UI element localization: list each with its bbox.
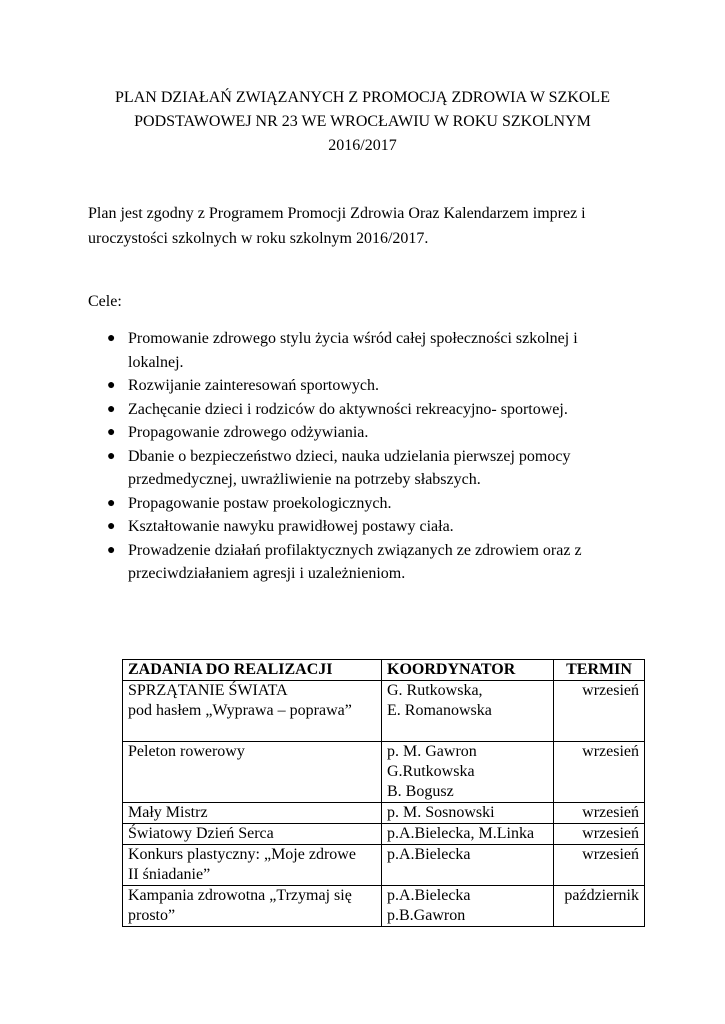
goal-line: Zachęcanie dzieci i rodziców do aktywności rekreacyjno- sportowej. (128, 400, 568, 418)
coordinator-cell (382, 803, 554, 824)
goal-item (103, 492, 643, 516)
task-cell (123, 803, 382, 824)
goal-item (103, 539, 643, 586)
title-line: PLAN DZIAŁAŃ ZWIĄZANYCH Z PROMOCJĄ ZDROWIA W SZKOLE (115, 89, 610, 106)
task-line: Mały Mistrz (128, 804, 208, 821)
table-row (123, 742, 645, 803)
goal-line: lokalnej. (128, 353, 184, 371)
task-line: Peleton rowerowy (128, 743, 245, 760)
task-line: pod hasłem „Wyprawa – poprawa” (128, 702, 352, 719)
task-cell (123, 845, 382, 886)
coordinator-cell (382, 742, 554, 803)
title-line: PODSTAWOWEJ NR 23 WE WROCŁAWIU W ROKU SZKOLNYM (134, 113, 591, 130)
bullet-icon: ● (107, 425, 116, 440)
bullet-icon: ● (107, 378, 116, 393)
goal-item (103, 398, 643, 422)
coordinator-cell (382, 824, 554, 845)
coordinator-cell (382, 845, 554, 886)
task-line: prosto” (128, 907, 176, 924)
goal-line: przeciwdziałaniem agresji i uzależnieniom. (128, 565, 406, 582)
bullet-icon: ● (107, 495, 116, 511)
intro-paragraph (88, 201, 658, 251)
coordinator-line: G. Rutkowska, (387, 682, 483, 699)
term-cell: wrzesień (554, 845, 645, 886)
coordinator-cell (382, 681, 554, 742)
bullet-icon: ● (107, 401, 116, 417)
coordinator-line: B. Bogusz (387, 783, 454, 800)
task-cell (123, 681, 382, 742)
coordinator-line: p.A.Bielecka, M.Linka (387, 825, 535, 842)
task-line: Kampania zdrowotna „Trzymaj się (128, 887, 352, 904)
term-cell: wrzesień (554, 803, 645, 824)
goal-line: Rozwijanie zainteresowań sportowych. (128, 377, 380, 394)
bullet-icon: ● (107, 542, 116, 558)
goals-list (103, 327, 643, 586)
coordinator-line: E. Romanowska (387, 702, 492, 719)
table-row (123, 886, 645, 927)
header-tasks: ZADANIA DO REALIZACJI (123, 660, 382, 681)
goal-item (103, 445, 643, 492)
header-coordinator: KOORDYNATOR (382, 660, 554, 681)
table-header-row (123, 660, 645, 681)
task-line: II śniadanie” (128, 866, 211, 883)
task-line: Światowy Dzień Serca (128, 825, 274, 842)
task-cell (123, 824, 382, 845)
header-term: TERMIN (554, 660, 645, 681)
table-row (123, 803, 645, 824)
term-cell: wrzesień (554, 681, 645, 742)
goal-item (103, 374, 643, 398)
goal-line: Prowadzenie działań profilaktycznych związanych ze zdrowiem oraz z (128, 541, 582, 559)
task-cell (123, 886, 382, 927)
term-cell: wrzesień (554, 742, 645, 803)
goal-item (103, 515, 643, 539)
task-line: Konkurs plastyczny: „Moje zdrowe (128, 846, 356, 863)
goals-heading: Cele: (88, 293, 122, 310)
term-cell: wrzesień (554, 824, 645, 845)
goal-line: Promowanie zdrowego stylu życia wśród całej społeczności szkolnej i (128, 330, 578, 347)
coordinator-line: p. M. Sosnowski (387, 804, 495, 821)
page-title (60, 86, 665, 158)
bullet-icon: ● (107, 519, 116, 534)
intro-line: uroczystości szkolnych w roku szkolnym 2016/2017. (88, 230, 429, 247)
goal-line: Propagowanie zdrowego odżywiania. (128, 424, 369, 441)
goal-item (103, 327, 643, 374)
goal-line: Dbanie o bezpieczeństwo dzieci, nauka udzielania pierwszej pomocy (128, 447, 571, 465)
goal-item (103, 421, 643, 445)
goal-line: Kształtowanie nawyku prawidłowej postawy ciała. (128, 518, 454, 535)
coordinator-cell (382, 886, 554, 927)
bullet-icon: ● (107, 331, 116, 346)
tasks-table (122, 659, 645, 927)
coordinator-line: p.A.Bielecka (387, 846, 471, 863)
table-row (123, 845, 645, 886)
goal-line: Propagowanie postaw proekologicznych. (128, 494, 392, 512)
table-row (123, 681, 645, 742)
goal-line: przedmedycznej, uwrażliwienie na potrzeby słabszych. (128, 471, 481, 488)
term-cell: październik (554, 886, 645, 927)
bullet-icon: ● (107, 448, 116, 464)
coordinator-line: p. M. Gawron (387, 743, 477, 760)
intro-line: Plan jest zgodny z Programem Promocji Zdrowia Oraz Kalendarzem imprez i (88, 205, 586, 222)
coordinator-line: G.Rutkowska (387, 763, 475, 780)
table-row (123, 824, 645, 845)
task-line: SPRZĄTANIE ŚWIATA (128, 682, 288, 699)
coordinator-line: p.B.Gawron (387, 907, 466, 924)
coordinator-line: p.A.Bielecka (387, 887, 471, 904)
title-line: 2016/2017 (328, 137, 397, 154)
task-cell (123, 742, 382, 803)
